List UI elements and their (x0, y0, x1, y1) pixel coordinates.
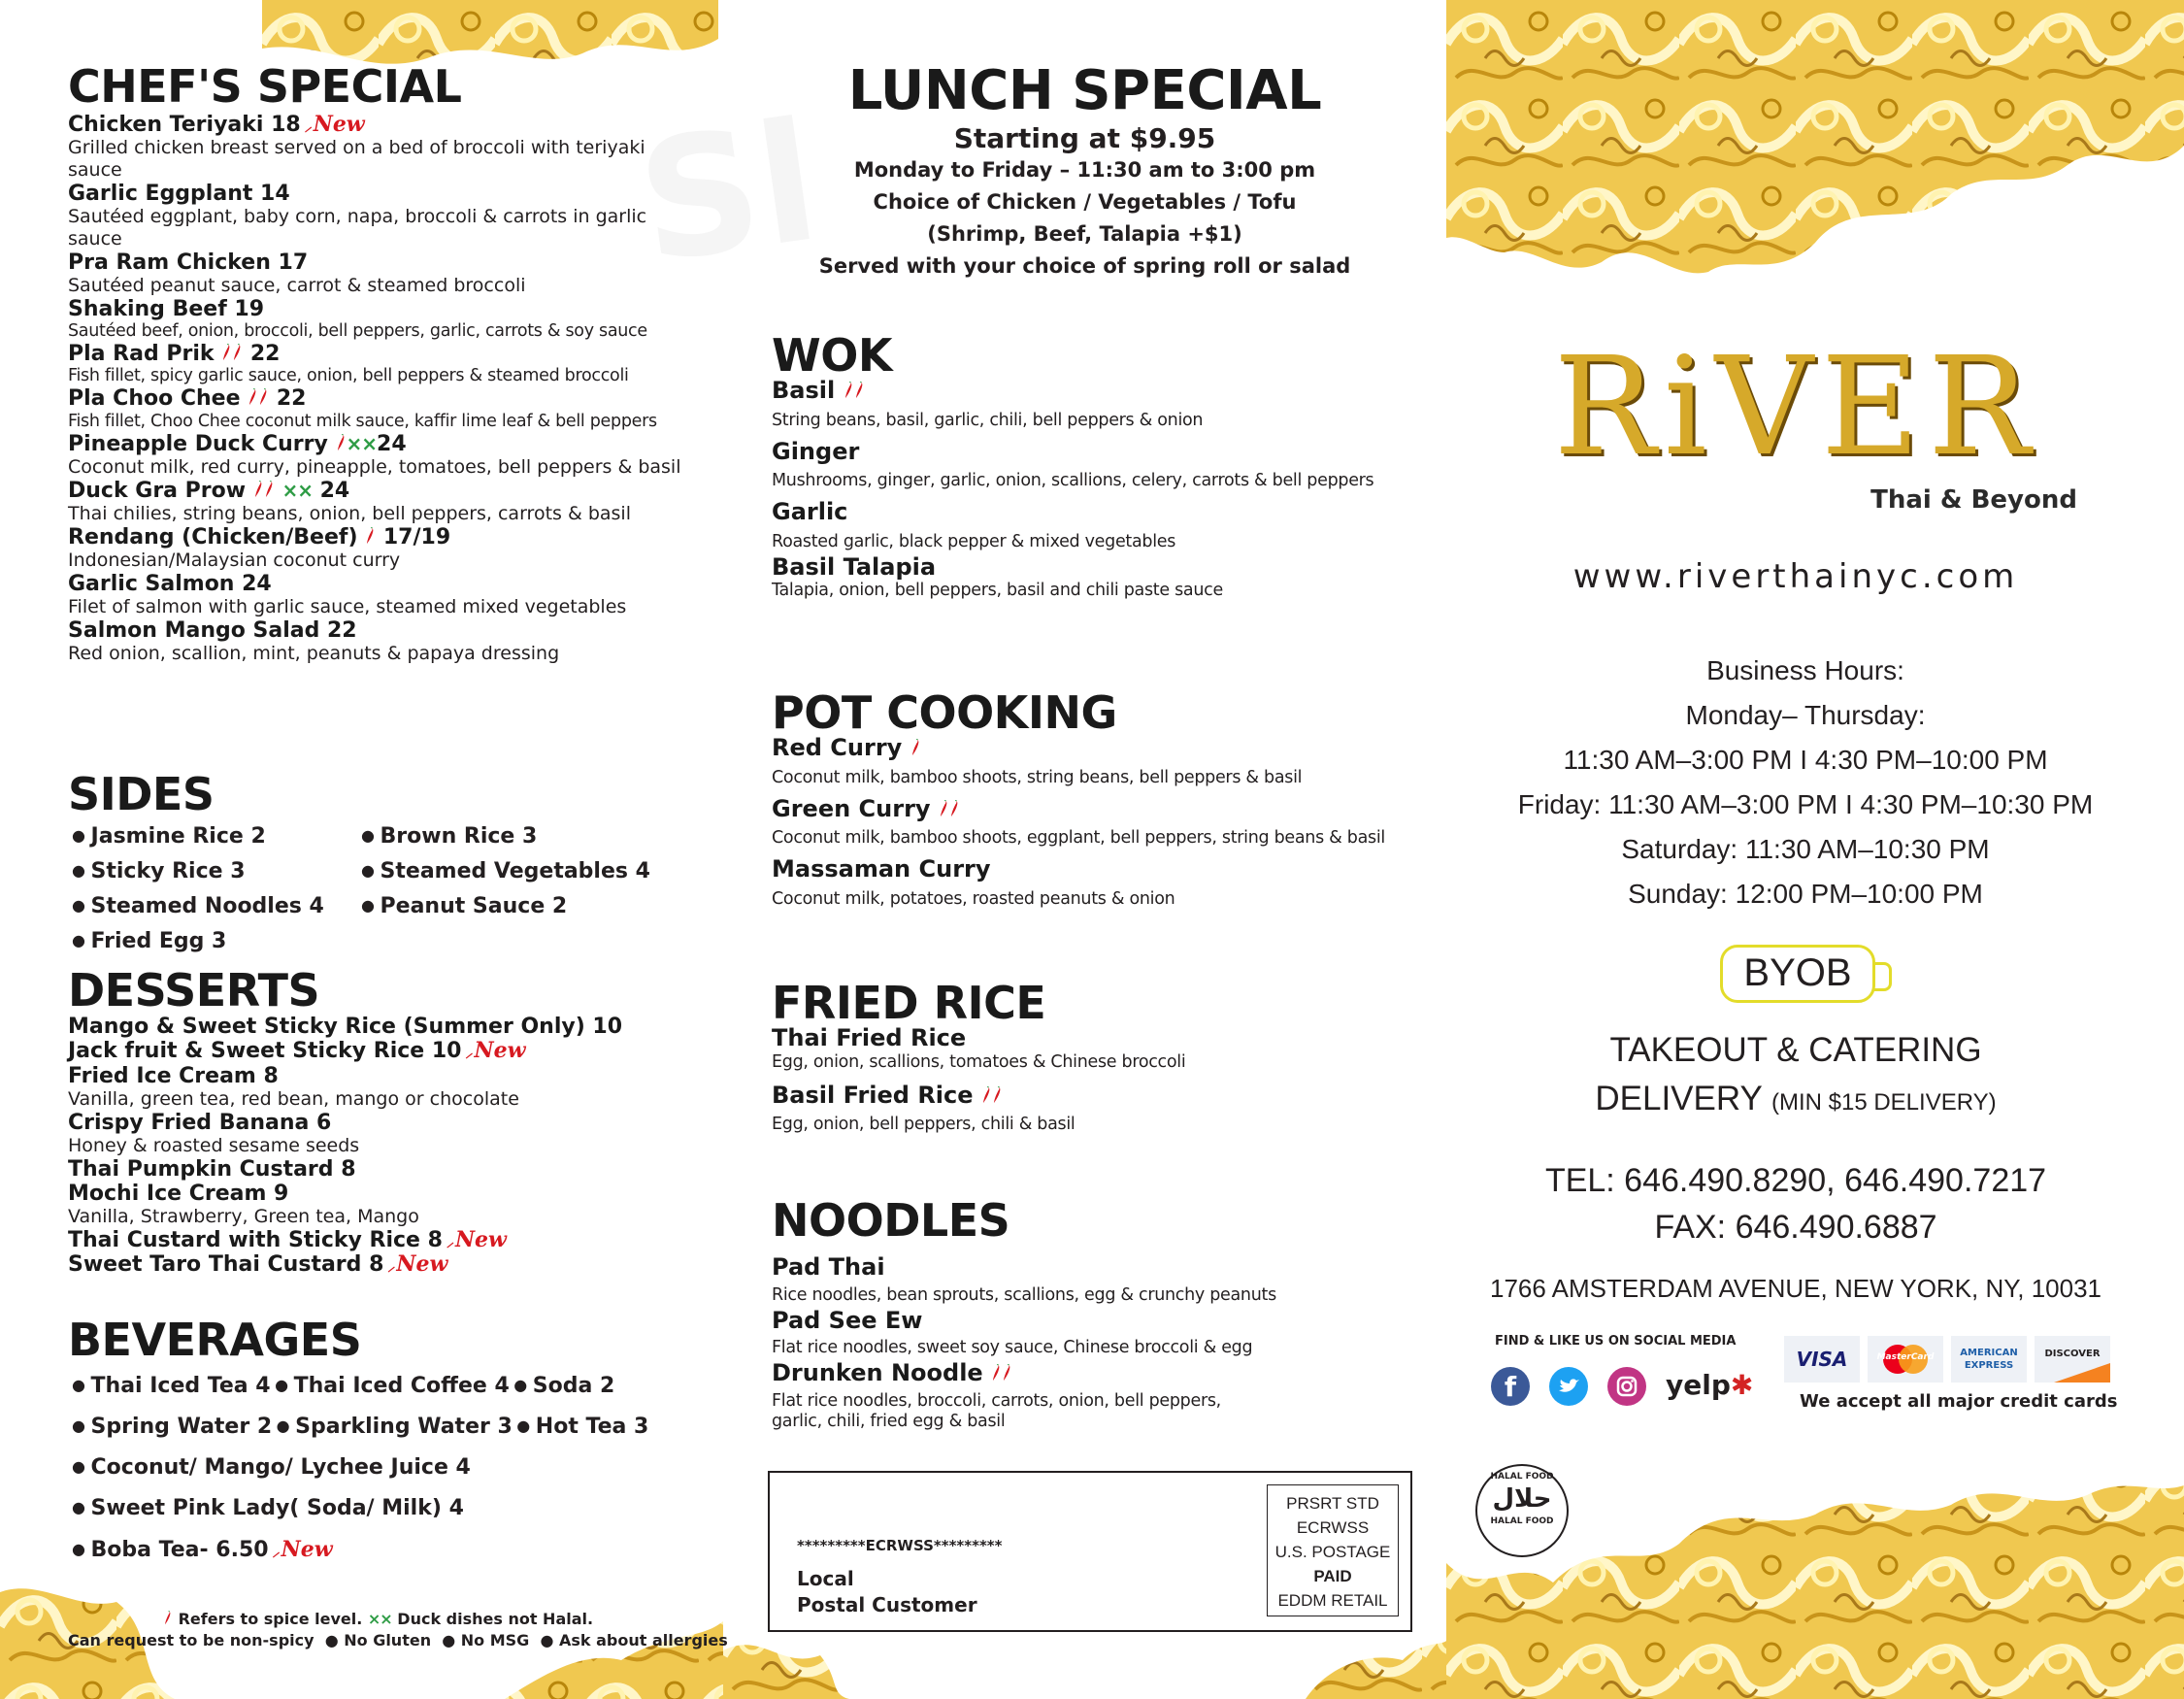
legend-no-msg: No MSG (460, 1631, 530, 1649)
chili-icon (911, 739, 920, 756)
facebook-icon[interactable]: f (1491, 1367, 1530, 1406)
new-badge: ⸝ New (387, 1252, 447, 1277)
duck-not-halal-icon: ×× (367, 1610, 392, 1628)
hours-line: 11:30 AM–3:00 PM I 4:30 PM–10:00 PM (1563, 745, 2048, 775)
mastercard-label: MasterCard (1876, 1352, 1935, 1362)
menu-item-desc: Sautéed eggplant, baby corn, napa, broccoli & carrots in garlic sauce (68, 206, 647, 250)
halal-badge (1475, 1464, 1569, 1557)
menu-item-name: Crispy Fried Banana 6 (68, 1110, 332, 1135)
stamp-line: U.S. POSTAGE (1274, 1543, 1391, 1561)
menu-item-desc: Coconut milk, bamboo shoots, string beans, bell peppers & basil (772, 767, 1303, 787)
beverage-item: ● Spring Water 2 (72, 1415, 272, 1439)
beverage-item: ● Soda 2 (513, 1374, 614, 1398)
menu-item-desc: Coconut milk, bamboo shoots, eggplant, bell peppers, string beans & basil (772, 828, 1385, 849)
lunch-special-section (723, 59, 1446, 283)
yelp-icon[interactable]: yelp✱ (1666, 1369, 1754, 1401)
menu-item-name: Chicken Teriyaki 18⸝ New (68, 113, 713, 137)
chili-icon (337, 434, 346, 451)
menu-item-name: Pineapple Duck Curry ××24 (68, 431, 407, 456)
menu-item-name: Drunken Noodle (772, 1360, 1437, 1387)
beverage-item: ● Boba Tea- 6.50 (72, 1538, 269, 1562)
menu-item-desc: Fish fillet, spicy garlic sauce, onion, bell peppers & steamed broccoli (68, 366, 629, 386)
website-link[interactable]: www.riverthainyc.com (1572, 557, 2019, 596)
duck-not-halal-icon: ×× (281, 478, 313, 502)
beverage-item: ● Sparkling Water 3 (277, 1415, 513, 1439)
menu-item-name: Salmon Mango Salad 22 (68, 618, 357, 644)
instagram-icon[interactable] (1607, 1367, 1646, 1406)
hours-line: Friday: 11:30 AM–3:00 PM I 4:30 PM–10:30 PM (1517, 789, 2094, 819)
new-badge: ⸝ New (305, 113, 365, 137)
chefs-special-section (68, 60, 713, 665)
sides-title: SIDES (68, 768, 215, 820)
mastercard-icon (1868, 1336, 1943, 1383)
pot-cooking-title: POT COOKING (772, 686, 1117, 739)
wok-title: WOK (772, 329, 892, 382)
fried-rice-section (772, 977, 1437, 1135)
services (1446, 1026, 2145, 1127)
byob-label: BYOB (1743, 951, 1852, 994)
pot-cooking-section (772, 686, 1437, 917)
menu-item-name: Red Curry (772, 735, 1437, 762)
discover-card-icon (2035, 1336, 2110, 1383)
menu-item-desc: Roasted garlic, black pepper & mixed vegetables (772, 531, 1176, 551)
chili-icon (950, 800, 959, 817)
business-hours (1446, 649, 2165, 916)
side-item: ● Brown Rice 3 (361, 824, 537, 849)
mailing-line: Postal Customer (797, 1593, 977, 1616)
chili-icon (855, 382, 864, 399)
social-icons (1491, 1367, 1754, 1410)
menu-item-name: Mango & Sweet Sticky Rice (Summer Only) 10 (68, 1015, 623, 1039)
menu-item-desc: String beans, basil, garlic, chili, bell peppers & onion (772, 410, 1204, 430)
menu-item-desc: Rice noodles, bean sprouts, scallions, egg & crunchy peanuts (772, 1284, 1276, 1305)
menu-item-name: Basil (772, 378, 1437, 405)
beverage-item: ● Coconut/ Mango/ Lychee Juice 4 (72, 1455, 471, 1480)
menu-item-name: Shaking Beef 19 (68, 296, 265, 321)
menu-item-name: Jack fruit & Sweet Sticky Rice 10⸝ New (68, 1039, 713, 1063)
twitter-icon[interactable] (1549, 1367, 1588, 1406)
noodles-section (772, 1194, 1437, 1432)
stamp-line: EDDM RETAIL (1277, 1591, 1388, 1610)
brand-tagline: Thai & Beyond (1870, 485, 2077, 515)
beverage-item: ● Sweet Pink Lady( Soda/ Milk) 4 (72, 1496, 464, 1520)
legend-spice: Refers to spice level. (178, 1610, 363, 1628)
postage-stamp (1267, 1484, 1399, 1616)
menu-item-desc: Flat rice noodles, broccoli, carrots, onion, bell peppers, (772, 1390, 1221, 1411)
chili-icon (233, 344, 242, 361)
address: 1766 AMSTERDAM AVENUE, NEW YORK, NY, 10031 (1489, 1274, 2102, 1303)
watermark: Sl (628, 85, 829, 301)
social-label: FIND & LIKE US ON SOCIAL MEDIA (1495, 1334, 1737, 1349)
wok-section (772, 329, 1437, 601)
chili-icon (259, 388, 268, 406)
menu-item-desc: Indonesian/Malaysian coconut curry (68, 550, 401, 572)
menu-item-desc: Sautéed beef, onion, broccoli, bell peppers, garlic, carrots & soy sauce (68, 321, 647, 342)
mailing-line: Local (797, 1567, 854, 1590)
lunch-special-title: LUNCH SPECIAL (847, 59, 1322, 122)
desserts-section (68, 964, 713, 1278)
menu-item-name: Massaman Curry (772, 855, 991, 883)
chili-icon (366, 527, 375, 545)
menu-item-desc: Thai chilies, string beans, onion, bell peppers, carrots & basil (68, 503, 631, 525)
gold-ornament-top (262, 0, 718, 68)
chili-icon (940, 800, 948, 817)
menu-item-desc: Vanilla, green tea, red bean, mango or chocolate (68, 1087, 519, 1110)
lunch-line: (Shrimp, Beef, Talapia +$1) (927, 222, 1242, 246)
menu-item-desc: Coconut milk, potatoes, roasted peanuts & onion (772, 888, 1175, 909)
menu-item-name: Pad See Ew (772, 1306, 923, 1334)
gold-ornament-top (1446, 0, 2184, 282)
menu-item-desc: Red onion, scallion, mint, peanuts & papaya dressing (68, 643, 560, 665)
fried-rice-title: FRIED RICE (772, 977, 1046, 1029)
halal-text-top: HALAL FOOD (1490, 1472, 1554, 1482)
menu-item-name: Pla Choo Chee 22 (68, 386, 307, 412)
menu-item-desc: Egg, onion, scallions, tomatoes & Chinese broccoli (772, 1051, 1186, 1072)
stamp-line: PRSRT STD (1286, 1494, 1379, 1513)
menu-item-name: Basil Talapia (772, 552, 937, 581)
new-badge: ⸝ New (466, 1039, 526, 1063)
menu-item-desc: Fish fillet, Choo Chee coconut milk sauce, kaffir lime leaf & bell peppers (68, 411, 657, 431)
visa-card-icon: VISA (1784, 1336, 1860, 1383)
mailing-label (768, 1471, 1412, 1632)
desserts-title: DESSERTS (68, 964, 320, 1016)
chili-icon (248, 388, 257, 406)
menu-panel-right (1446, 0, 2184, 1699)
menu-item-desc: Filet of salmon with garlic sauce, steamed mixed vegetables (68, 596, 627, 618)
new-badge: ⸝ New (447, 1228, 507, 1252)
menu-item-desc: Mushrooms, ginger, garlic, onion, scallions, celery, carrots & bell peppers (772, 471, 1374, 491)
menu-item-name: Pra Ram Chicken 17 (68, 250, 309, 275)
menu-item-desc: Flat rice noodles, sweet soy sauce, Chinese broccoli & egg (772, 1338, 1253, 1358)
byob-badge (1720, 945, 1875, 1003)
halal-text-bottom: HALAL FOOD (1490, 1516, 1554, 1526)
discover-label: DISCOVER (2044, 1349, 2101, 1359)
credit-cards (1784, 1336, 2116, 1383)
chili-icon (844, 382, 853, 399)
menu-item-desc: Vanilla, Strawberry, Green tea, Mango (68, 1206, 419, 1228)
mailing-code: *********ECRWSS********* (797, 1537, 1003, 1554)
menu-item-desc: Honey & roasted sesame seeds (68, 1134, 360, 1156)
menu-item-name: Sweet Taro Thai Custard 8⸝ New (68, 1252, 713, 1277)
stamp-line: PAID (1313, 1567, 1352, 1585)
contact (1446, 1157, 2145, 1250)
menu-item-name: Garlic Eggplant 14 (68, 181, 290, 206)
menu-item-name: Thai Fried Rice (772, 1024, 967, 1051)
yelp-label: yelp (1666, 1369, 1731, 1401)
chili-icon (982, 1086, 991, 1104)
takeout-catering: TAKEOUT & CATERING (1609, 1031, 1982, 1069)
chili-icon (992, 1364, 1001, 1382)
menu-item-name: Duck Gra Prow ×× 24 (68, 478, 350, 503)
legend: Refers to spice level. ×× Duck dishes not Halal. Can request to be non-spicy ● No Gluten ● No MSG ● Ask about allergies (68, 1610, 728, 1649)
legend-no-gluten: No Gluten (344, 1631, 432, 1649)
beverage-item: ● Thai Iced Tea 4 (72, 1374, 271, 1398)
brand-name: RiVER (1553, 328, 2038, 486)
chili-icon (164, 1611, 172, 1625)
menu-item-name: Basil Fried Rice (772, 1083, 1437, 1110)
telephone[interactable]: TEL: 646.490.8290, 646.490.7217 (1544, 1162, 2047, 1199)
delivery: DELIVERY (1595, 1080, 1763, 1117)
sides-section (68, 768, 713, 960)
hours-line: Sunday: 12:00 PM–10:00 PM (1628, 879, 1983, 909)
beverages-section (68, 1314, 713, 1578)
hours-title: Business Hours: (1706, 655, 1904, 685)
chili-icon (1003, 1364, 1011, 1382)
menu-item-name: Green Curry (772, 796, 1437, 823)
menu-item-desc: garlic, chili, fried egg & basil (772, 1411, 1006, 1431)
side-item: ● Steamed Vegetables 4 (361, 859, 650, 883)
side-item: ● Steamed Noodles 4 (72, 894, 324, 918)
side-item: ● Fried Egg 3 (72, 929, 226, 953)
menu-item-name: Thai Custard with Sticky Rice 8⸝ New (68, 1228, 713, 1252)
menu-item-name: Garlic Salmon 24 (68, 572, 272, 597)
payment-note: We accept all major credit cards (1800, 1391, 2118, 1412)
chili-icon (222, 344, 231, 361)
menu-item-desc: Talapia, onion, bell peppers, basil and chili paste sauce (772, 581, 1223, 601)
chili-icon (254, 481, 263, 498)
menu-item-desc: Sautéed peanut sauce, carrot & steamed broccoli (68, 275, 526, 297)
legend-allergies: Ask about allergies (558, 1631, 728, 1649)
beverage-item: ● Hot Tea 3 (516, 1415, 648, 1439)
delivery-note: (MIN $15 DELIVERY) (1770, 1089, 1997, 1116)
menu-item-desc: Egg, onion, bell peppers, chili & basil (772, 1115, 1075, 1135)
new-badge: ⸝ New (273, 1537, 333, 1562)
side-item: ● Jasmine Rice 2 (72, 824, 266, 849)
chefs-special-title: CHEF'S SPECIAL (68, 60, 462, 113)
lunch-line: Monday to Friday – 11:30 am to 3:00 pm (853, 158, 1316, 182)
menu-item-name: Thai Pumpkin Custard 8 (68, 1156, 356, 1182)
noodles-title: NOODLES (772, 1194, 1010, 1247)
side-item: ● Sticky Rice 3 (72, 859, 246, 883)
lunch-starting-price: Starting at $9.95 (953, 122, 1216, 154)
fax: FAX: 646.490.6887 (1654, 1209, 1937, 1246)
hours-line: Saturday: 11:30 AM–10:30 PM (1621, 834, 1990, 864)
beverages-title: BEVERAGES (68, 1314, 362, 1366)
menu-item-name: Garlic (772, 498, 848, 526)
beverage-item: ● Thai Iced Coffee 4 (275, 1374, 510, 1398)
menu-item-name: Pad Thai (772, 1253, 885, 1281)
menu-item-name: Fried Ice Cream 8 (68, 1063, 279, 1088)
menu-panel-left (0, 0, 728, 1699)
menu-item-name: Rendang (Chicken/Beef) 17/19 (68, 524, 451, 550)
menu-item-desc: Grilled chicken breast served on a bed of broccoli with teriyaki sauce (68, 137, 645, 182)
lunch-line: Choice of Chicken / Vegetables / Tofu (873, 190, 1297, 214)
lunch-line: Served with your choice of spring roll or salad (818, 254, 1351, 278)
menu-item-desc: Coconut milk, red curry, pineapple, tomatoes, bell peppers & basil (68, 456, 681, 479)
hours-line: Monday– Thursday: (1685, 700, 1926, 730)
side-item: ● Peanut Sauce 2 (361, 894, 567, 918)
chili-icon (993, 1086, 1002, 1104)
stamp-line: ECRWSS (1296, 1518, 1370, 1537)
duck-not-halal-icon: ×× (346, 431, 378, 455)
brand-logo (1446, 328, 2145, 515)
legend-non-spicy: Can request to be non-spicy (68, 1631, 314, 1649)
amex-card-icon: AMERICAN EXPRESS (1951, 1336, 2027, 1383)
menu-item-name: Ginger (772, 437, 860, 465)
menu-item-name: Pla Rad Prik 22 (68, 342, 281, 367)
menu-panel-center (723, 0, 1446, 1699)
bottle-tab-icon (1873, 962, 1892, 991)
menu-item-name: Mochi Ice Cream 9 (68, 1182, 289, 1207)
legend-duck: Duck dishes not Halal. (397, 1610, 594, 1628)
chili-icon (265, 481, 274, 498)
halal-arabic: حلال (1492, 1484, 1552, 1514)
